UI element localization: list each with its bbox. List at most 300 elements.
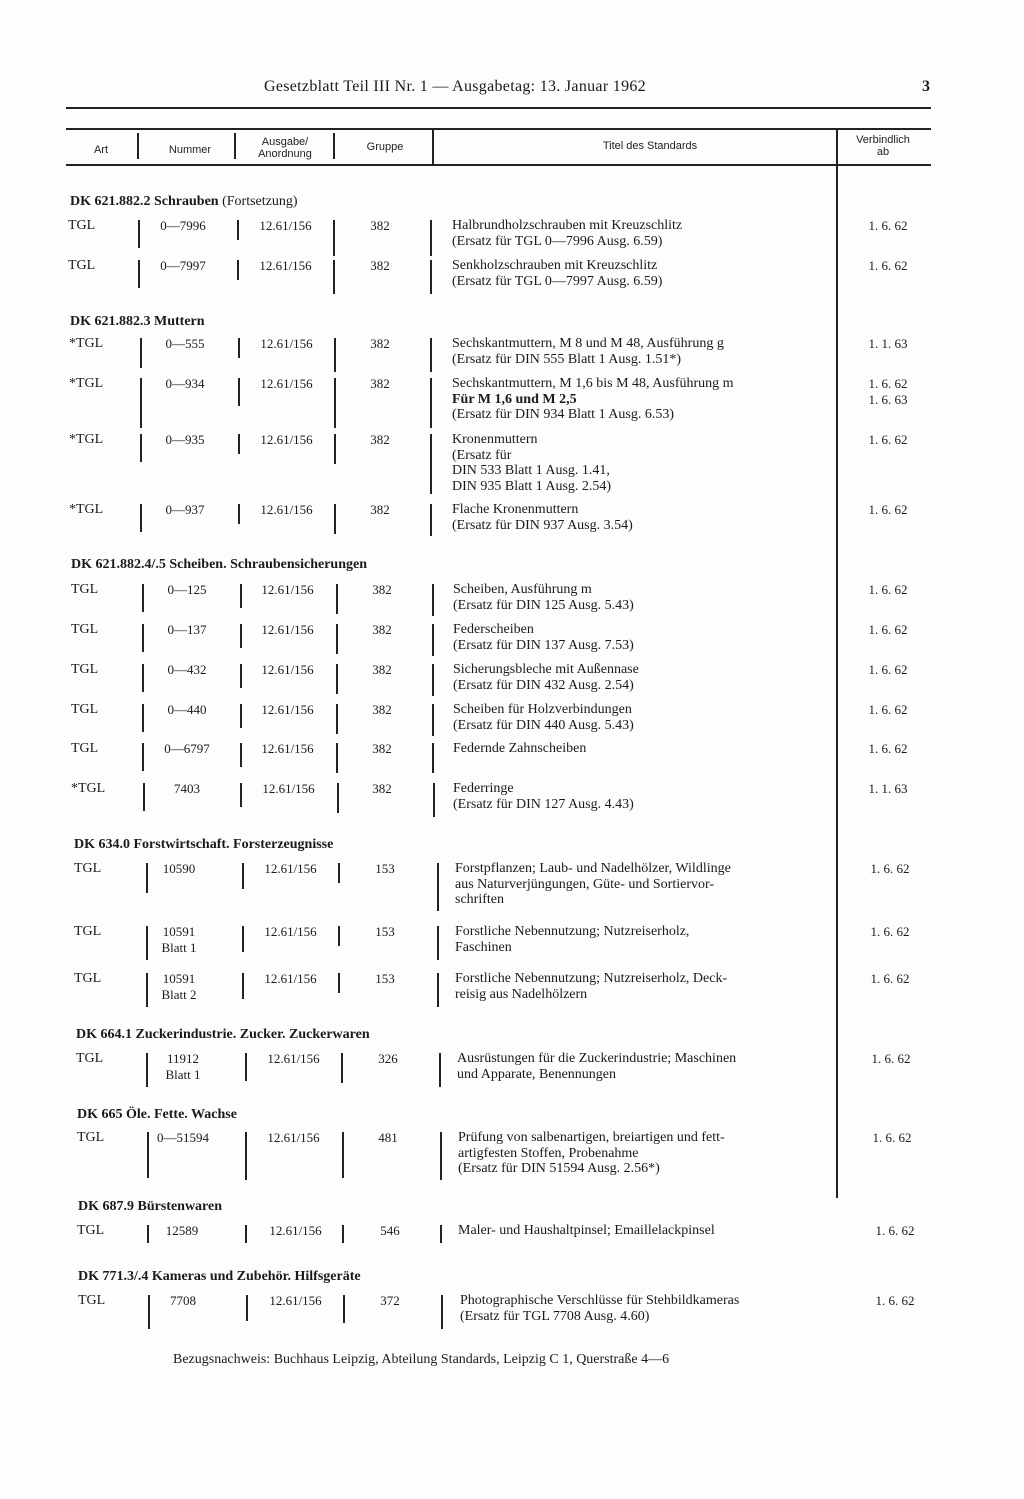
column-rule — [240, 624, 242, 648]
cell-art: *TGL — [69, 336, 104, 351]
cell-titel-line: (Ersatz für DIN 555 Blatt 1 Ausg. 1.51*) — [452, 351, 682, 367]
column-rule — [142, 664, 144, 692]
cell-titel — [453, 662, 639, 693]
cell-verbindlich-date: 1. 6. 62 — [871, 1051, 911, 1066]
cell-gruppe: 153 — [375, 924, 395, 939]
column-rule — [430, 338, 432, 372]
cell-verbindlich-date: 1. 6. 62 — [872, 1130, 912, 1145]
column-rule — [246, 1295, 248, 1321]
column-rule — [437, 926, 439, 960]
cell-ausgabe: 12.61/156 — [261, 741, 314, 756]
cell-nummer-value: 0—125 — [167, 582, 207, 597]
column-rule — [140, 378, 142, 428]
cell-titel-line: DIN 935 Blatt 1 Ausg. 2.54) — [452, 478, 612, 494]
cell-verbindlich — [860, 1223, 930, 1239]
column-rule — [432, 743, 434, 773]
cell-titel — [455, 924, 689, 955]
column-rule — [238, 434, 240, 454]
column-rule — [146, 973, 148, 1007]
cell-gruppe: 382 — [372, 781, 392, 796]
cell-art: TGL — [78, 1293, 106, 1308]
cell-art: TGL — [71, 662, 99, 677]
cell-titel-line: (Ersatz für DIN 125 Ausg. 5.43) — [453, 597, 634, 613]
cell-titel-line: (Ersatz für TGL 0—7997 Ausg. 6.59) — [452, 273, 663, 289]
cell-verbindlich-date: 1. 6. 62 — [875, 1293, 915, 1308]
column-rule — [333, 220, 335, 256]
column-rule — [138, 220, 140, 248]
cell-gruppe: 382 — [370, 218, 390, 233]
column-rule — [440, 1132, 442, 1180]
cell-titel-line: Faschinen — [455, 939, 512, 955]
cell-verbindlich-date: 1. 1. 63 — [868, 781, 908, 796]
col-header-nummer: Nummer — [168, 144, 212, 156]
cell-verbindlich-date: 1. 1. 63 — [868, 336, 908, 351]
cell-titel-line: Sechskantmuttern, M 8 und M 48, Ausführung g — [452, 336, 724, 351]
cell-nummer-value: 0—7997 — [160, 258, 206, 273]
cell-nummer-value: 10590 — [162, 861, 196, 876]
cell-nummer — [127, 622, 247, 638]
cell-verbindlich — [853, 702, 923, 718]
column-rule — [338, 863, 340, 883]
cell-nummer — [123, 258, 243, 274]
column-rule — [336, 664, 338, 694]
cell-titel-line: Photographische Verschlüsse für Stehbildkameras — [460, 1293, 740, 1308]
cell-nummer-blatt: Blatt 1 — [165, 1067, 201, 1082]
cell-titel-line: (Ersatz für DIN 137 Ausg. 7.53) — [453, 637, 634, 653]
cell-gruppe: 382 — [372, 741, 392, 756]
cell-verbindlich-date: 1. 6. 62 — [868, 218, 908, 233]
column-rule — [430, 220, 432, 256]
column-rule — [147, 1225, 149, 1243]
column-rule — [334, 378, 336, 428]
column-rule — [439, 1053, 441, 1087]
cell-nummer — [125, 376, 245, 392]
cell-art: TGL — [74, 861, 102, 876]
cell-nummer-value: 12589 — [165, 1223, 199, 1238]
cell-titel-line: Forstpflanzen; Laub- und Nadelhölzer, Wildlinge — [455, 861, 731, 876]
column-rule — [140, 338, 142, 368]
col-divider — [137, 133, 139, 159]
cell-verbindlich-date: 1. 6. 62 — [868, 432, 908, 447]
cell-titel-line: und Apparate, Benennungen — [457, 1066, 617, 1082]
column-rule — [142, 584, 144, 612]
cell-titel-line: Sicherungsbleche mit Außennase — [453, 662, 639, 677]
cell-nummer — [123, 1051, 243, 1083]
column-rule — [432, 584, 434, 616]
column-rule — [336, 584, 338, 614]
cell-titel — [453, 741, 586, 757]
cell-nummer-blatt: Blatt 2 — [161, 987, 197, 1002]
column-rule — [238, 378, 240, 406]
cell-gruppe: 382 — [372, 582, 392, 597]
column-rule — [142, 743, 144, 771]
cell-ausgabe: 12.61/156 — [269, 1293, 322, 1308]
cell-nummer — [127, 781, 247, 797]
cell-gruppe: 382 — [372, 702, 392, 717]
cell-verbindlich — [855, 971, 925, 987]
cell-titel — [453, 622, 634, 653]
cell-titel-line: Scheiben für Holzverbindungen — [453, 702, 632, 717]
column-rule — [334, 338, 336, 372]
cell-gruppe: 153 — [375, 971, 395, 986]
cell-gruppe: 382 — [370, 376, 390, 391]
group-heading: DK 771.3/.4 Kameras und Zubehör. Hilfsgeräte — [78, 1269, 361, 1284]
cell-art: *TGL — [71, 781, 106, 796]
cell-titel — [457, 1051, 736, 1082]
cell-art: TGL — [76, 1051, 104, 1066]
cell-titel-line: Für M 1,6 und M 2,5 — [452, 391, 577, 407]
cell-nummer-value: 0—6797 — [164, 741, 210, 756]
cell-nummer — [119, 861, 239, 877]
cell-ausgabe: 12.61/156 — [260, 502, 313, 517]
col-header-titel: Titel des Standards — [602, 140, 698, 152]
cell-titel — [453, 702, 634, 733]
column-rule — [142, 624, 144, 652]
cell-gruppe: 382 — [370, 502, 390, 517]
cell-titel-line: Federnde Zahnscheiben — [453, 741, 587, 756]
cell-ausgabe: 12.61/156 — [267, 1130, 320, 1145]
thead-bottom-rule — [66, 164, 931, 166]
column-rule — [338, 926, 340, 946]
cell-titel-line: schriften — [455, 892, 504, 907]
cell-titel — [452, 432, 611, 494]
cell-titel — [458, 1130, 725, 1177]
cell-nummer-value: 7403 — [174, 781, 200, 796]
cell-ausgabe: 12.61/156 — [262, 781, 315, 796]
column-rule — [334, 504, 336, 534]
cell-art: *TGL — [69, 432, 104, 447]
column-rule — [437, 863, 439, 911]
column-rule — [142, 704, 144, 732]
cell-titel-line: Kronenmuttern — [452, 432, 538, 447]
cell-verbindlich — [853, 622, 923, 638]
column-rule — [334, 434, 336, 464]
cell-verbindlich — [857, 1130, 927, 1146]
cell-titel-line: (Ersatz für DIN 934 Blatt 1 Ausg. 6.53) — [452, 407, 675, 422]
cell-nummer-value: 10591 — [162, 924, 196, 939]
cell-nummer — [125, 502, 245, 518]
cell-titel — [458, 1223, 715, 1239]
cell-titel — [455, 861, 731, 908]
column-rule — [430, 260, 432, 294]
cell-verbindlich-date: 1. 6. 62 — [870, 971, 910, 986]
cell-nummer-value: 0—935 — [165, 432, 205, 447]
cell-verbindlich — [856, 1051, 926, 1067]
cell-nummer-value: 0—432 — [167, 662, 207, 677]
cell-verbindlich-date: 1. 6. 62 — [868, 376, 908, 391]
cell-gruppe: 382 — [370, 432, 390, 447]
column-rule — [245, 1132, 247, 1180]
group-heading — [70, 194, 298, 210]
cell-ausgabe: 12.61/156 — [261, 582, 314, 597]
cell-art: TGL — [74, 924, 102, 939]
column-rule — [336, 743, 338, 773]
column-rule — [432, 664, 434, 696]
column-rule — [146, 926, 148, 960]
cell-nummer-value: 0—440 — [167, 702, 207, 717]
cell-titel-line: Forstliche Nebennutzung; Nutzreiserholz, — [455, 924, 690, 939]
column-rule — [245, 1053, 247, 1081]
cell-ausgabe: 12.61/156 — [260, 376, 313, 391]
cell-ausgabe: 12.61/156 — [264, 924, 317, 939]
cell-verbindlich — [853, 781, 923, 797]
cell-titel — [452, 258, 662, 289]
column-rule — [430, 378, 432, 428]
cell-titel-line: DIN 533 Blatt 1 Ausg. 1.41, — [452, 463, 610, 478]
cell-nummer — [127, 582, 247, 598]
col-header-gruppe: Gruppe — [366, 141, 404, 153]
cell-titel-line: Senkholzschrauben mit Kreuzschlitz — [452, 258, 658, 273]
cell-titel — [455, 971, 727, 1002]
cell-ausgabe: 12.61/156 — [261, 622, 314, 637]
cell-nummer — [123, 218, 243, 234]
cell-verbindlich — [853, 502, 923, 518]
cell-ausgabe: 12.61/156 — [260, 432, 313, 447]
cell-titel-line: Federringe — [453, 781, 514, 796]
cell-verbindlich — [853, 582, 923, 598]
cell-nummer-value: 0—934 — [165, 376, 205, 391]
cell-verbindlich-date: 1. 6. 62 — [868, 741, 908, 756]
col-header-verb-line2: ab — [876, 146, 890, 158]
cell-verbindlich — [860, 1293, 930, 1309]
cell-nummer — [119, 971, 239, 1003]
cell-nummer — [123, 1130, 243, 1146]
group-heading: DK 621.882.4/.5 Scheiben. Schraubensicherungen — [71, 557, 367, 572]
cell-titel-line: (Ersatz für DIN 127 Ausg. 4.43) — [453, 796, 634, 812]
group-heading: DK 665 Öle. Fette. Wachse — [77, 1107, 237, 1122]
cell-nummer — [127, 741, 247, 757]
cell-verbindlich — [853, 662, 923, 678]
cell-nummer — [125, 336, 245, 352]
column-rule — [242, 863, 244, 889]
group-heading: DK 634.0 Forstwirtschaft. Forsterzeugnisse — [74, 837, 334, 852]
cell-verbindlich-date: 1. 6. 62 — [870, 861, 910, 876]
col-header-ausgabe-line1: Ausgabe/ — [261, 136, 309, 148]
cell-verbindlich-date: 1. 6. 62 — [868, 662, 908, 677]
cell-art: *TGL — [69, 376, 104, 391]
cell-titel-line: (Ersatz für DIN 440 Ausg. 5.43) — [453, 717, 634, 733]
column-rule — [333, 260, 335, 294]
column-rule — [242, 973, 244, 999]
column-rule — [433, 783, 435, 817]
cell-nummer-value: 7708 — [170, 1293, 196, 1308]
cell-titel-line: Forstliche Nebennutzung; Nutzreiserholz, Deck- — [455, 971, 728, 986]
header-rule — [66, 107, 931, 109]
column-rule — [342, 1225, 344, 1243]
column-rule — [146, 863, 148, 893]
column-rule — [138, 260, 140, 288]
cell-art: TGL — [71, 741, 99, 756]
cell-nummer — [127, 702, 247, 718]
column-rule — [337, 783, 339, 813]
cell-verbindlich-date: 1. 6. 62 — [870, 924, 910, 939]
cell-gruppe: 382 — [370, 258, 390, 273]
column-rule — [140, 504, 142, 532]
column-rule — [342, 1132, 344, 1178]
cell-art: TGL — [71, 622, 99, 637]
column-rule — [432, 704, 434, 736]
col-divider — [432, 128, 434, 164]
cell-ausgabe: 12.61/156 — [269, 1223, 322, 1238]
cell-nummer-value: 0—51594 — [157, 1130, 209, 1145]
cell-verbindlich — [855, 861, 925, 877]
column-rule — [437, 973, 439, 1007]
cell-titel-line: (Ersatz für — [452, 447, 512, 463]
cell-gruppe: 546 — [380, 1223, 400, 1238]
cell-verbindlich-date: 1. 6. 62 — [875, 1223, 915, 1238]
cell-gruppe: 481 — [378, 1130, 398, 1145]
cell-verbindlich — [853, 741, 923, 757]
cell-verbindlich-date: 1. 6. 62 — [868, 502, 908, 517]
column-rule — [240, 783, 242, 807]
cell-nummer-blatt: Blatt 1 — [161, 940, 197, 955]
cell-art: *TGL — [69, 502, 104, 517]
group-heading: DK 664.1 Zuckerindustrie. Zucker. Zuckerwaren — [76, 1027, 370, 1042]
cell-titel — [453, 582, 634, 613]
cell-gruppe: 153 — [375, 861, 395, 876]
cell-ausgabe: 12.61/156 — [260, 336, 313, 351]
cell-nummer-value: 0—555 — [165, 336, 205, 351]
cell-verbindlich — [855, 924, 925, 940]
cell-gruppe: 382 — [372, 662, 392, 677]
column-rule — [430, 434, 432, 494]
column-rule — [240, 584, 242, 608]
cell-gruppe: 372 — [380, 1293, 400, 1308]
cell-art: TGL — [74, 971, 102, 986]
cell-titel — [453, 781, 634, 812]
cell-ausgabe: 12.61/156 — [264, 971, 317, 986]
cell-ausgabe: 12.61/156 — [261, 702, 314, 717]
column-rule — [343, 1295, 345, 1323]
cell-verbindlich-date: 1. 6. 62 — [868, 258, 908, 273]
column-rule — [440, 1225, 442, 1243]
column-rule — [242, 926, 244, 952]
col-divider — [333, 133, 335, 159]
cell-art: TGL — [68, 258, 96, 273]
thead-top-rule — [66, 128, 931, 130]
cell-nummer-value: 10591 — [162, 971, 196, 986]
cell-titel-line: Ausrüstungen für die Zuckerindustrie; Maschinen — [457, 1051, 737, 1066]
column-rule — [341, 1053, 343, 1083]
column-rule — [336, 624, 338, 654]
cell-verbindlich — [853, 218, 923, 234]
cell-titel-line: (Ersatz für DIN 432 Ausg. 2.54) — [453, 677, 634, 693]
cell-verbindlich — [853, 336, 923, 352]
cell-titel-line: reisig aus Nadelhölzern — [455, 986, 588, 1002]
column-rule — [245, 1225, 247, 1243]
cell-titel-line: (Ersatz für DIN 51594 Ausg. 2.56*) — [458, 1161, 660, 1176]
column-rule — [430, 504, 432, 536]
cell-art: TGL — [77, 1130, 105, 1145]
cell-titel — [452, 218, 682, 249]
cell-ausgabe: 12.61/156 — [264, 861, 317, 876]
cell-titel-line: Federscheiben — [453, 622, 534, 637]
cell-titel-line: aus Naturverjüngungen, Güte- und Sortiervor- — [455, 876, 715, 892]
column-rule — [240, 743, 242, 767]
cell-nummer — [123, 1293, 243, 1309]
column-rule — [240, 704, 242, 728]
cell-verbindlich — [853, 376, 923, 407]
cell-gruppe: 382 — [370, 336, 390, 351]
col-header-ausgabe — [240, 136, 330, 160]
cell-titel — [452, 336, 724, 367]
cell-titel-line: Halbrundholzschrauben mit Kreuzschlitz — [452, 218, 683, 233]
cell-nummer — [125, 432, 245, 448]
page-header-title: Gesetzblatt Teil III Nr. 1 — Ausgabetag: 13. Januar 1962 — [264, 78, 646, 95]
column-rule — [237, 260, 239, 280]
cell-titel-line: Sechskantmuttern, M 1,6 bis M 48, Ausführung m — [452, 376, 734, 391]
cell-titel — [460, 1293, 739, 1324]
col-header-art: Art — [93, 144, 109, 156]
cell-titel-line: Flache Kronenmuttern — [452, 502, 579, 517]
column-rule — [336, 704, 338, 734]
cell-verbindlich-date: 1. 6. 63 — [868, 391, 908, 407]
cell-verbindlich — [853, 432, 923, 448]
cell-titel — [452, 502, 633, 533]
cell-art: TGL — [77, 1223, 105, 1238]
cell-nummer-value: 0—7996 — [160, 218, 206, 233]
column-rule — [140, 434, 142, 462]
cell-art: TGL — [68, 218, 96, 233]
cell-titel-line: (Ersatz für DIN 937 Ausg. 3.54) — [452, 517, 633, 533]
cell-gruppe: 382 — [372, 622, 392, 637]
cell-nummer — [122, 1223, 242, 1239]
column-rule — [237, 220, 239, 240]
page-number: 3 — [922, 78, 930, 95]
cell-titel-line: Maler- und Haushaltpinsel; Emaillelackpinsel — [458, 1223, 715, 1238]
cell-ausgabe: 12.61/156 — [259, 218, 312, 233]
cell-titel-line: (Ersatz für TGL 7708 Ausg. 4.60) — [460, 1308, 650, 1324]
cell-verbindlich-date: 1. 6. 62 — [868, 702, 908, 717]
cell-art: TGL — [71, 582, 99, 597]
column-rule — [432, 624, 434, 656]
cell-ausgabe: 12.61/156 — [267, 1051, 320, 1066]
cell-verbindlich-date: 1. 6. 62 — [868, 622, 908, 637]
cell-ausgabe: 12.61/156 — [259, 258, 312, 273]
col-header-verb-line1: Verbindlich — [856, 134, 910, 146]
cell-gruppe: 326 — [378, 1051, 398, 1066]
cell-titel-line: artigfesten Stoffen, Probenahme — [458, 1145, 639, 1161]
cell-verbindlich-date: 1. 6. 62 — [868, 582, 908, 597]
cell-nummer — [119, 924, 239, 956]
column-rule — [338, 973, 340, 993]
cell-titel-line: (Ersatz für TGL 0—7996 Ausg. 6.59) — [452, 233, 663, 249]
column-rule — [147, 1132, 149, 1178]
column-rule — [146, 1053, 148, 1087]
cell-titel-line: Prüfung von salbenartigen, breiartigen und fett- — [458, 1130, 725, 1145]
cell-verbindlich — [853, 258, 923, 274]
group-heading: DK 687.9 Bürstenwaren — [78, 1199, 223, 1214]
column-rule — [238, 504, 240, 524]
cell-nummer — [127, 662, 247, 678]
footer-note: Bezugsnachweis: Buchhaus Leipzig, Abteilung Standards, Leipzig C 1, Querstraße 4—6 — [173, 1352, 670, 1367]
column-rule — [441, 1295, 443, 1329]
col-divider-verb — [836, 128, 838, 1198]
col-header-ausgabe-line2: Anordnung — [258, 148, 312, 160]
cell-nummer-value: 11912 — [166, 1051, 200, 1066]
cell-titel-line: Scheiben, Ausführung m — [453, 582, 592, 597]
group-label: DK 621.882.2 Schrauben — [70, 194, 219, 209]
cell-titel — [452, 376, 734, 423]
group-heading: DK 621.882.3 Muttern — [70, 314, 205, 329]
column-rule — [238, 338, 240, 358]
cell-art: TGL — [71, 702, 99, 717]
column-rule — [143, 783, 145, 811]
group-suffix: (Fortsetzung) — [222, 194, 298, 209]
column-rule — [148, 1295, 150, 1329]
cell-ausgabe: 12.61/156 — [261, 662, 314, 677]
cell-nummer-value: 0—137 — [167, 622, 207, 637]
